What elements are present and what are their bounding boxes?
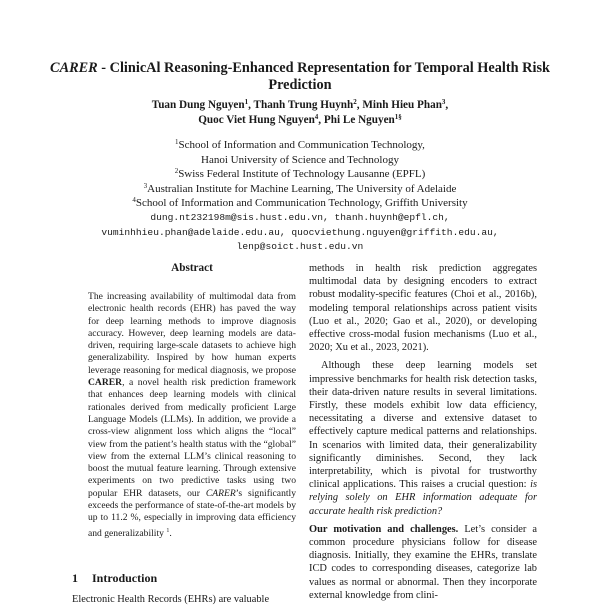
paragraph: Although these deep learning models set impressive benchmarks for health risk detection tasks, their data-driven nature results in several limitations. Firstly, these models exhibit low data efficiency, necessitating a diverse and extensive dataset to effectively capture medical patterns and relationships. In scenarios with limited data, their generalizability significantly diminishes. Second, they lack interpretability, which is pivotal for trustworthy clinical applications. This raises a crucial question: is relying solely on EHR information adequate for accurate health risk prediction? — [309, 360, 537, 517]
paragraph: methods in health risk prediction aggregates multimodal data by designing encoders to extract robust modality-specific features (Choi et al., 2016b), modeling temporal relationships across patient visits (Luo et al., 2020; Gao et al., 2020), or developing effective cross-modal fusion mechanisms (Luo et al., 2020; Xu et al., 2023, 2021). — [309, 263, 537, 354]
paragraph-heading: Our motivation and challenges. — [309, 523, 459, 535]
method-name-italic: CARER — [205, 487, 236, 499]
abstract-heading: Abstract — [171, 262, 213, 274]
affiliation: $^2$Swiss Federal Institute of Technology Lausanne (EPFL) — [174, 167, 426, 181]
affiliation: $^3$Australian Institute for Machine Learning, The University of Adelaide — [143, 181, 457, 195]
section-title: Introduction — [92, 571, 158, 585]
section-heading-introduction — [72, 571, 157, 586]
research-question: is relying solely on EHR information adequate for accurate health risk prediction? — [309, 479, 537, 517]
title-text: - ClinicAl Reasoning-Enhanced Representation for Temporal Health Risk Prediction — [97, 60, 550, 93]
author: Thanh Trung Huynh — [253, 99, 354, 111]
author: Quoc Viet Hung Nguyen — [198, 114, 315, 126]
email-line: dung.nt232198m@sis.hust.edu.vn, thanh.huynh@epfl.ch, — [150, 211, 450, 223]
email-line: vuminhhieu.phan@adelaide.edu.au, quocviethung.nguyen@griffith.edu.au, — [101, 226, 499, 238]
paragraph: Our motivation and challenges. Let’s consider a common procedure physicians follow for disease diagnosis. Initially, they examine the EHRs, translate ICD codes to corresponding diseases, categorize lab values as normal or abnormal. Then they incorporate external knowledge from clini- — [309, 523, 537, 601]
method-name: CARER — [88, 377, 123, 389]
affiliations — [40, 138, 560, 255]
introduction-first-line: Electronic Health Records (EHRs) are valuable — [72, 594, 270, 605]
section-number: 1 — [72, 571, 78, 585]
author: Minh Hieu Phan — [362, 99, 442, 111]
author: Tuan Dung Nguyen — [151, 99, 245, 111]
abstract-body: The increasing availability of multimodal data from electronic health records (EHR) has paved the way for deep learning methods to improve diagnosis accuracy. However, deep learning models are data-driven, requiring large-scale datasets to achieve high generalizability. Inspired by how human experts leverage reasoning for medical diagnosis, we propose CARER, a novel health risk prediction framework that enhances deep learning models with clinical rationales derived from medically proficient Large Language Models (LLMs). In addition, we provide a cross-view alignment loss which aligns the “local” view from the patient’s health status with the “global” view from the external LLM’s clinical reasoning to boost the mutual feature learning. Through extensive experiments on two predictive tasks using two popular EHR datasets, our CARER’s significantly exceeds the performance of state-of-the-art models by up to 11.2 %, especially in improving data efficiency and generalizability $^1$. — [88, 291, 296, 539]
footnote-marker[interactable]: 1 — [166, 527, 170, 534]
author: Phi Le Nguyen — [323, 114, 395, 126]
paper-title — [40, 60, 560, 94]
title-acronym: CARER — [50, 60, 98, 76]
email-line: lenp@soict.hust.edu.vn — [236, 241, 364, 253]
affiliation: $^1$School of Information and Communication Technology, — [175, 138, 425, 151]
affiliation: Hanoi University of Science and Technology — [201, 153, 399, 166]
affiliation: $^4$School of Information and Communication Technology, Griffith University — [132, 196, 468, 210]
author-list: Tuan Dung Nguyen$^1$, Thanh Trung Huynh$^2$, Minh Hieu Phan$^3$, Quoc Viet Hung Nguyen$^4$, Phi Le Nguyen$^{1\S}$ — [151, 98, 449, 126]
right-column-text — [309, 262, 537, 602]
